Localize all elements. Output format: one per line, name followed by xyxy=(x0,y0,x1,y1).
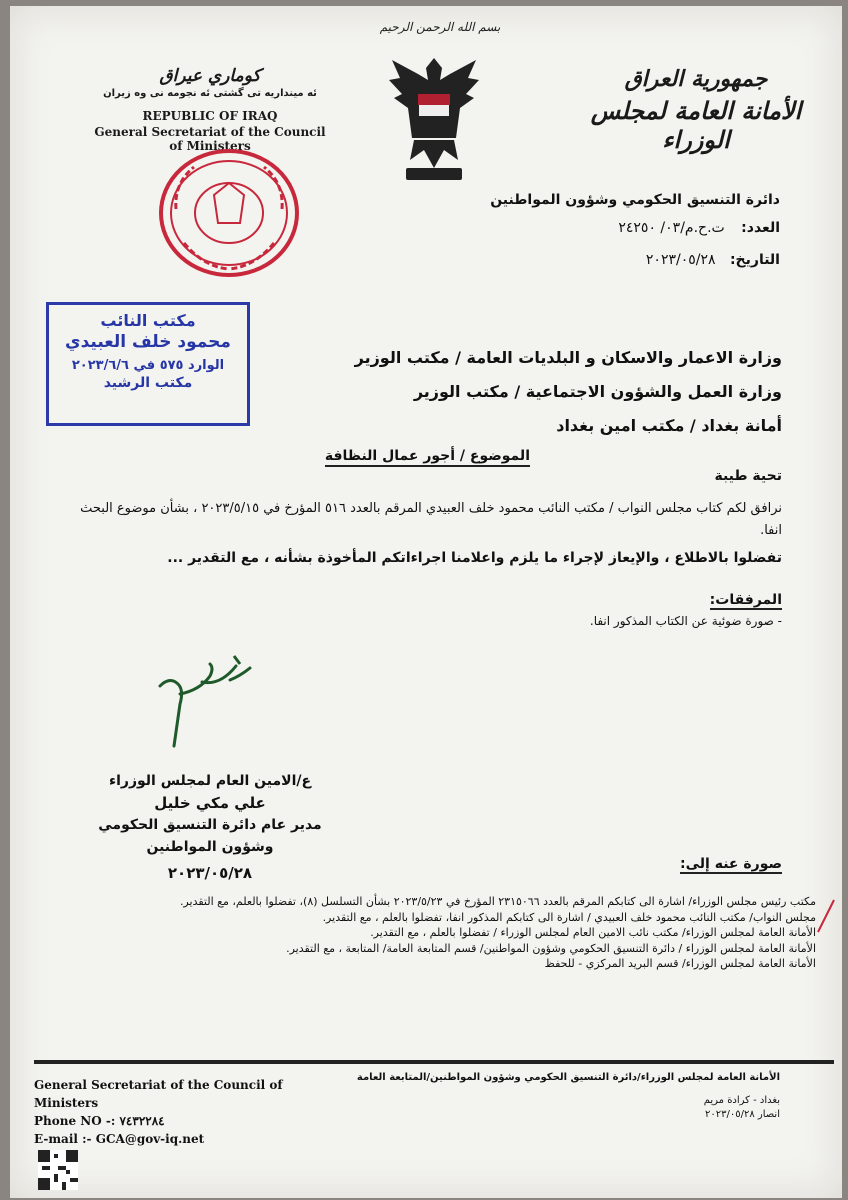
footer-email: E-mail :- GCA@gov-iq.net xyxy=(34,1132,205,1146)
signatory-position: مدير عام دائرة التنسيق الحكومي xyxy=(98,817,322,833)
signatory-title: ع/الامين العام لمجلس الوزراء xyxy=(108,773,312,789)
arabic-secretariat-title: الأمانة العامة لمجلس الوزراء xyxy=(590,96,802,154)
arabic-letterhead xyxy=(576,66,816,154)
stamp-office-footer: مكتب الرشيد xyxy=(103,375,193,391)
subject-line: الموضوع / أجور عمال النظافة xyxy=(325,448,530,467)
footer-phone: Phone NO -: ٧٤٣٢٢٨٤ xyxy=(34,1114,165,1128)
footer-contact xyxy=(34,1076,294,1148)
footer-address xyxy=(704,1094,780,1122)
body-request: تفضلوا بالاطلاع ، والإيعاز لإجراء ما يلزم واعلامنا اجراءاتكم المأخوذة بشأنه ، مع التقدير ... xyxy=(167,550,782,566)
copies-title: صورة عنه إلى: xyxy=(680,856,782,872)
recipient-2: وزارة العمل والشؤون الاجتماعية / مكتب الوزير xyxy=(413,382,782,401)
signatory-name: علي مكي خليل xyxy=(154,794,266,812)
body-paragraph: نرافق لكم كتاب مجلس النواب / مكتب النائب محمود خلف العبيدي المرقم بالعدد ٥١٦ المؤرخ في ٢٠٢٣/٥/١٥ ، بشأن موضوع البحث انفا. xyxy=(80,501,782,538)
footer-divider xyxy=(34,1060,834,1064)
copy-item: الأمانة العامة لمجلس الوزراء/ مكتب نائب الامين العام لمجلس الوزراء / تفضلوا بالعلم ، مع التقدير. xyxy=(370,926,816,939)
eagle-emblem-icon xyxy=(384,50,484,185)
number-value: ت.ح.م/٠٣/ ٢٤٢٥٠ xyxy=(618,220,725,236)
arabic-republic-title: جمهورية العراق xyxy=(624,66,768,92)
department-name: دائرة التنسيق الحكومي وشؤون المواطنين xyxy=(490,192,780,208)
signatory-position-2: وشؤون المواطنين xyxy=(146,839,274,855)
footer-org-line1: General Secretariat of the Council of xyxy=(34,1078,283,1092)
document-page xyxy=(10,6,842,1198)
english-republic: REPUBLIC OF IRAQ xyxy=(142,109,278,123)
footer-org-line2: Ministers xyxy=(34,1096,99,1110)
kurdish-english-letterhead xyxy=(90,66,330,153)
copies-list xyxy=(16,894,816,972)
copy-item: الأمانة العامة لمجلس الوزراء/ قسم البريد المركزي - للحفظ xyxy=(544,957,816,970)
copy-item: مجلس النواب/ مكتب النائب محمود خلف العبيدي / اشارة الى كتابكم المذكور انفا، تفضلوا بالعلم ، مع التقدير. xyxy=(322,910,816,924)
basmala: بسم الله الرحمن الرحيم xyxy=(379,20,501,34)
handwritten-signature xyxy=(140,646,260,756)
qr-code-icon xyxy=(38,1150,78,1190)
number-label: العدد: xyxy=(741,220,780,236)
copy-item: مكتب رئيس مجلس الوزراء/ اشارة الى كتابكم المرقم بالعدد ٢٣١٥٠٦٦ المؤرخ في ٢٠٢٣/٥/٢٣ بشأن التسلسل (٨)، تفضلوا بالعلم، مع التقدير. xyxy=(179,895,816,908)
stamp-name: محمود خلف العبيدي xyxy=(65,332,231,352)
document-date xyxy=(646,252,780,268)
incoming-stamp xyxy=(46,302,250,426)
reference-number xyxy=(618,220,780,236)
stamp-incoming: الوارد ٥٧٥ في ٢٠٢٣/٦/٦ xyxy=(71,358,225,373)
greeting: تحية طيبة xyxy=(714,468,782,484)
recipient-3: أمانة بغداد / مكتب امين بغداد xyxy=(556,416,782,435)
english-secretariat: General Secretariat of the Council of Ministers xyxy=(94,125,326,153)
official-seal-stamp xyxy=(154,143,304,283)
date-value: ٢٠٢٣/٠٥/٢٨ xyxy=(645,252,716,268)
pen-mark xyxy=(814,896,838,936)
date-label: التاريخ: xyxy=(729,252,780,268)
signatory-block xyxy=(80,770,340,884)
footer-address-line1: بغداد - كرادة مريم xyxy=(703,1095,780,1106)
enclosure-item: - صورة ضوئية عن الكتاب المذكور انفا. xyxy=(589,614,782,628)
enclosures-title: المرفقات: xyxy=(709,592,782,608)
copy-item: الأمانة العامة لمجلس الوزراء / دائرة التنسيق الحكومي وشؤون المواطنين/ قسم المتابعة العامة/ المتابعة ، مع التقدير. xyxy=(286,941,816,955)
kurdish-subtitle: ئه مينداريه تى گشتى ئه نجومه نى وه زيران xyxy=(103,88,317,99)
kurdish-title: كوماري عيراق xyxy=(159,66,261,86)
footer-reference: الأمانة العامة لمجلس الوزراء/دائرة التنسيق الحكومي وشؤون المواطنين/المتابعة العامة xyxy=(356,1072,780,1083)
stamp-office: مكتب النائب xyxy=(100,311,196,330)
recipient-1: وزارة الاعمار والاسكان و البلديات العامة / مكتب الوزير xyxy=(354,348,782,367)
signatory-date: ٢٠٢٣/٠٥/٢٨ xyxy=(167,864,253,882)
footer-address-line2: انصار ٢٠٢٣/٠٥/٢٨ xyxy=(704,1109,780,1120)
